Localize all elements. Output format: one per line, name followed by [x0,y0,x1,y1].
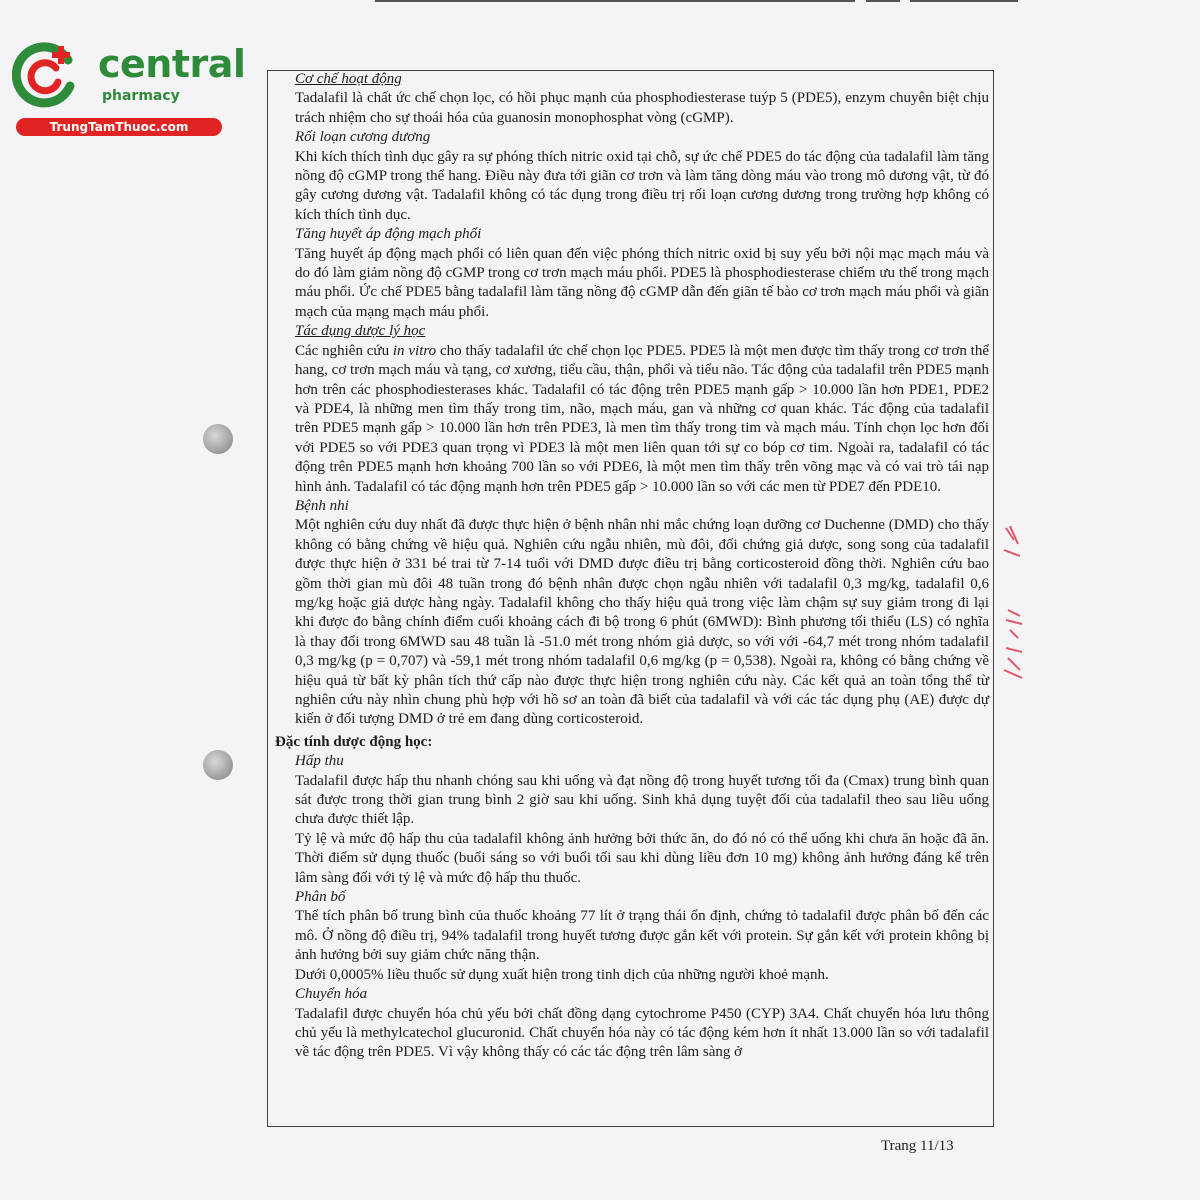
paragraph-text: cho thấy tadalafil ức chế chọn lọc PDE5. PDE5 là một men được tìm thấy trong cơ trơn thể hang, cơ trơn mạch máu và tạng, cơ xương, tiểu cầu, thận, phổi và tiểu não. Tác động của tadalafil trên PDE5 mạnh hơn trên các phosphodiesterases khác. Tadalafil có tác động trên PDE5 mạnh gấp > 10.000 lần hơn PDE1, PDE2 và PDE4, là những men tìm thấy trong tim, não, mạch máu, gan và những cơ quan khác. Tác động của tadalafil trên PDE5 mạnh gấp > 10.000 lần hơn trên PDE3, là men tìm thấy trong tim và mạch máu. Tính chọn lọc hơn đối với PDE5 so với PDE3 quan trọng vì PDE3 là một men liên quan tới sự co bóp cơ tim. Ngoài ra, tadalafil có tác động trên PDE5 mạnh hơn khoảng 700 lần so với PDE6, là một men tìm thấy trên võng mạc và có vai trò tái nạp hình ảnh. Tadalafil có tác động mạnh hơn trên PDE5 gấp > 10.000 lần so với các men từ PDE7 đến PDE10. [295,342,989,495]
heading-roi-loan: Rối loạn cương dương [295,129,431,146]
page-number: Trang 11/13 [881,1138,954,1154]
logo-site-badge: TrungTamThuoc.com [16,118,222,136]
paragraph: Một nghiên cứu duy nhất đã được thực hiện ở bệnh nhân nhi mắc chứng loạn dưỡng cơ Duchenne (DMD) cho thấy không có bằng chứng về hiệu quả. Nghiên cứu ngẫu nhiên, mù đôi, đối chứng giả dược, song song của tadalafil được thực hiện ở 331 bé trai từ 7-14 tuổi với DMD được điều trị bằng corticosteroid đồng thời. Nghiên cứu bao gồm thời gian mù đôi 48 tuần trong đó bệnh nhân được chọn ngẫu nhiên với tadalafil 0,3 mg/kg, tadalafil 0,6 mg/kg hoặc giả dược hàng ngày. Tadalafil không cho thấy hiệu quả trong việc làm chậm sự suy giảm trong đi lại khi được đo bằng chính điểm cuối khoảng cách đi bộ trong 6 phút (6MWD): Bình phương tối thiểu (LS) có nghĩa là thay đổi trong 6MWD sau 48 tuần là -51.0 mét trong nhóm giả dược, so với với -64,7 mét trong nhóm tadalafil 0,3 mg/kg (p = 0,707) và -59,1 mét trong nhóm tadalafil 0,6 mg/kg (p = 0,538). Ngoài ra, không có bằng chứng về hiệu quả từ bất kỳ phân tích thứ cấp nào được thực hiện trong nghiên cứu này. Các kết quả an toàn tổng thể từ nghiên cứu này nhìn chung phù hợp với hồ sơ an toàn đã biết của tadalafil và với các tác dụng phụ (AE) được dự kiến ở đối tượng DMD ở trẻ em đang dùng corticosteroid. [295,517,989,728]
paragraph-text: Các nghiên cứu [295,342,393,359]
red-stamp-mark [1000,520,1026,690]
heading-phan-bo: Phân bố [295,889,346,906]
top-rule [910,0,1018,2]
paragraph [275,342,989,497]
punch-hole [203,424,233,454]
logo-brand: central [98,42,246,86]
document-body [275,70,989,1063]
paragraph: Khi kích thích tình dục gây ra sự phóng thích nitric oxid tại chỗ, sự ức chế PDE5 do tác động của tadalafil làm tăng nồng độ cGMP trong thể hang. Điều này đưa tới giãn cơ trơn và làm tăng dòng máu vào trong mô dương vật, từ đó gây cương dương vật. Tadalafil không có tác dụng trong điều trị rối loạn cương dương trong trường hợp không có kích thích tình dục. [295,148,989,223]
paragraph: Thể tích phân bố trung bình của thuốc khoảng 77 lít ở trạng thái ổn định, chứng tỏ tadalafil được phân bố đến các mô. Ở nồng độ điều trị, 94% tadalafil trong huyết tương được gắn kết với protein. Sự gắn kết với protein không bị ảnh hưởng bởi suy giảm chức năng thận. [295,908,989,964]
heading-tang-huyet-ap: Tăng huyết áp động mạch phổi [295,226,482,243]
paragraph: Tadalafil được hấp thu nhanh chóng sau khi uống và đạt nồng độ trong huyết tương tối đa (Cmax) trung bình quan sát được trong thời gian trung bình 2 giờ sau khi uống. Sinh khả dụng tuyệt đối của tadalafil theo sau liều uống chưa được thiết lập. [295,772,989,828]
italic-term: in vitro [392,342,437,359]
central-pharmacy-logo[interactable] [12,38,246,138]
heading-benh-nhi: Bệnh nhi [295,497,349,514]
heading-hap-thu: Hấp thu [295,753,344,770]
top-rule [866,0,900,2]
heading-co-che: Cơ chế hoạt động [295,71,402,87]
punch-hole [203,750,233,780]
paragraph: Tỷ lệ và mức độ hấp thu của tadalafil không ảnh hưởng bởi thức ăn, do đó nó có thể uống khi chưa ăn hoặc đã ăn. Thời điểm sử dụng thuốc (buổi sáng so với buổi tối sau khi dùng liều đơn 10 mg) không ảnh hưởng đáng kể trên lâm sàng đối với tỷ lệ và mức độ hấp thu thuốc. [295,830,989,886]
top-rule [375,0,855,2]
heading-duoc-dong-hoc: Đặc tính dược động học: [275,733,433,750]
heading-chuyen-hoa: Chuyển hóa [295,986,368,1003]
logo-mark-icon [12,40,80,108]
paragraph: Tadalafil được chuyển hóa chủ yếu bởi chất đồng dạng cytochrome P450 (CYP) 3A4. Chất chuyển hóa lưu thông chủ yếu là methylcatechol glucuronid. Chất chuyển hóa này có tác động kém hơn ít nhất 13.000 lần so với tadalafil về tác động trên PDE5. Vì vậy không thấy có các tác động trên lâm sàng ở [295,1005,989,1061]
paragraph: Dưới 0,0005% liều thuốc sử dụng xuất hiện trong tinh dịch của những người khoẻ mạnh. [295,966,829,983]
paragraph: Tadalafil là chất ức chế chọn lọc, có hồi phục mạnh của phosphodiesterase tuýp 5 (PDE5), enzym chuyên biệt chịu trách nhiệm cho sự thoái hóa của guanosin monophosphat vòng (cGMP). [295,90,989,126]
heading-tac-dung: Tác dụng dược lý học [295,323,426,340]
logo-subtitle: pharmacy [102,88,180,104]
paragraph: Tăng huyết áp động mạch phổi có liên quan đến việc phóng thích nitric oxid bị suy yếu bởi nội mạc mạch máu và do đó làm giảm nồng độ cGMP trong cơ trơn mạch máu phổi. PDE5 là phosphodiesterase chiếm ưu thế trong mạch máu phổi. Ức chế PDE5 bằng tadalafil làm tăng nồng độ cGMP dẫn đến giãn tế bào cơ trơn mạch máu phổi và giãn mạch của mạng mạch máu phổi. [295,245,989,320]
